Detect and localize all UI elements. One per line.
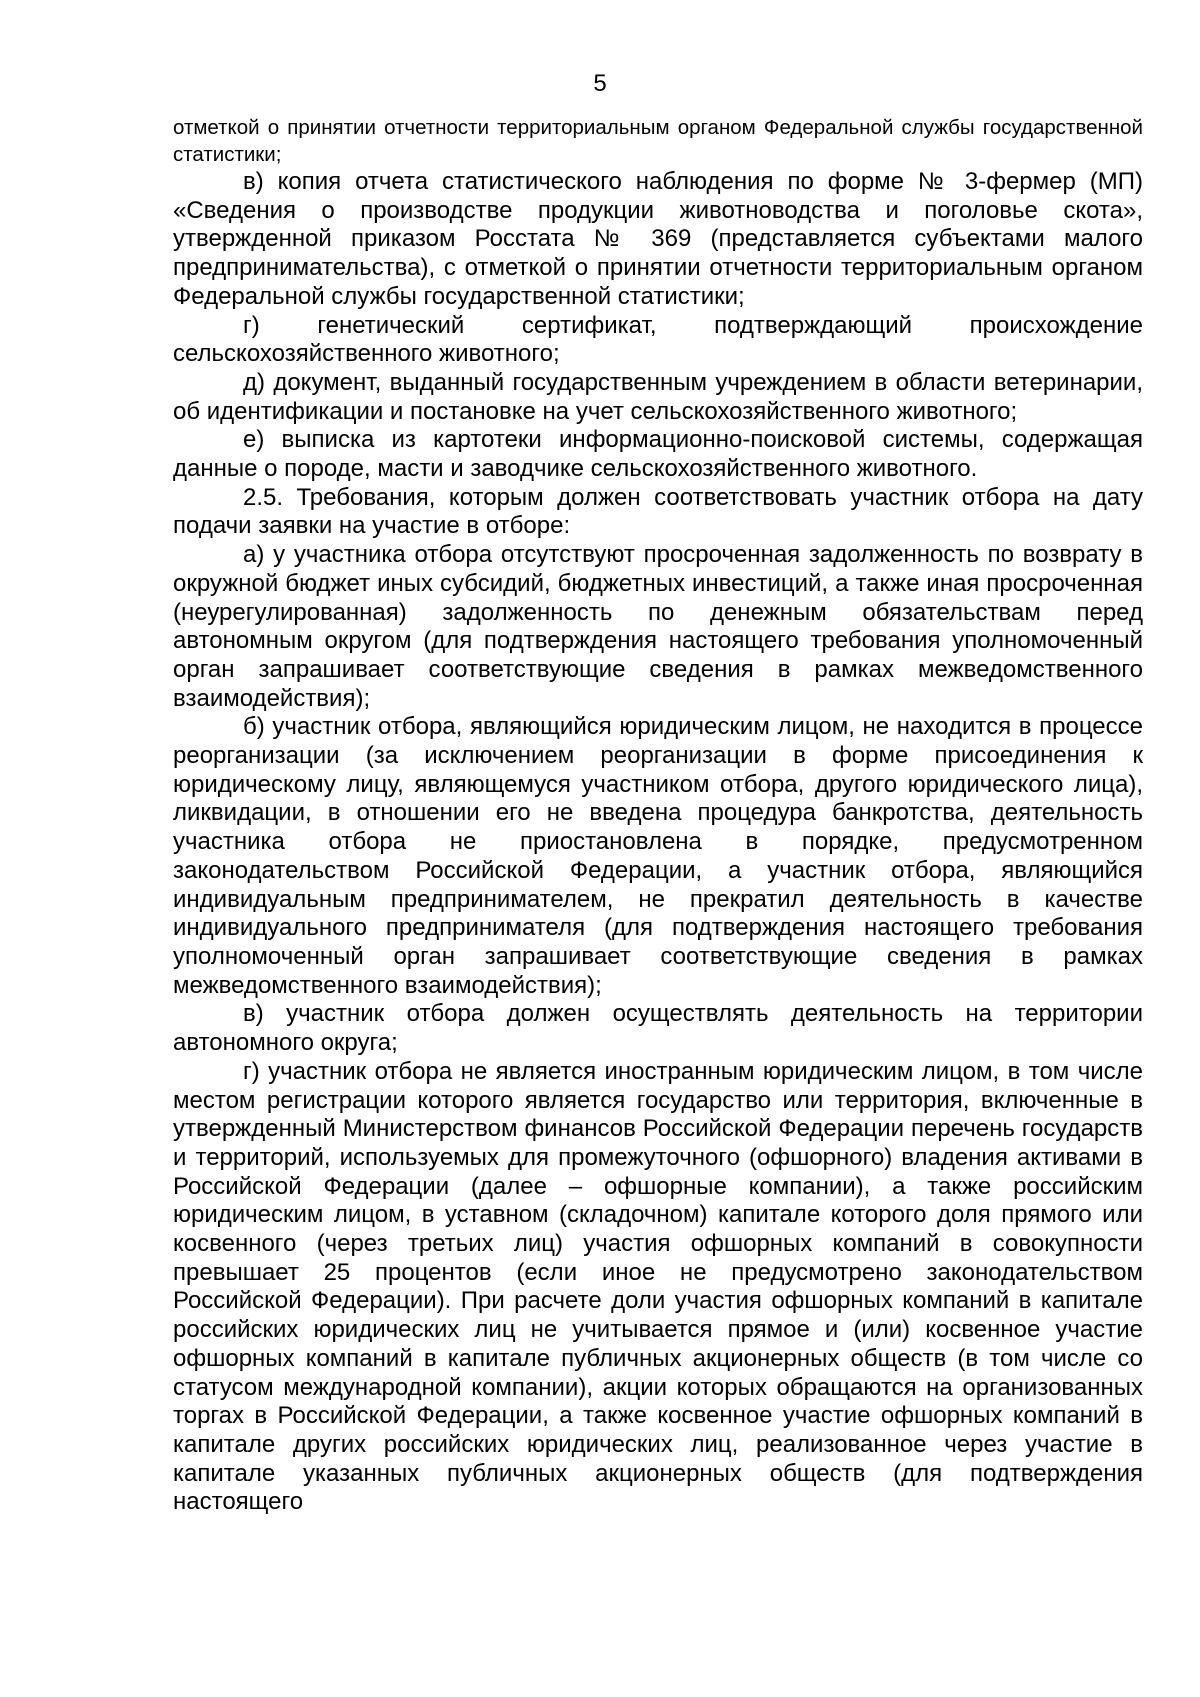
page-number: 5: [593, 70, 607, 97]
paragraph: в) копия отчета статистического наблюдения по форме № 3-фермер (МП) «Сведения о производстве продукции животноводства и поголовье скота», утвержденной приказом Росстата № 369 (представляется субъектами малого предпринимательства), с отметкой о принятии отчетности территориальным органом Федеральной службы государственной статистики;: [173, 168, 1143, 310]
paragraph: 2.5. Требования, которым должен соответствовать участник отбора на дату подачи заявки на участие в отборе:: [173, 483, 1143, 540]
paragraph: а) у участника отбора отсутствуют просроченная задолженность по возврату в окружной бюджет иных субсидий, бюджетных инвестиций, а также иная просроченная (неурегулированная) задолженность по денежным обязательствам перед автономным округом (для подтверждения настоящего требования уполномоченный орган запрашивает соответствующие сведения в рамках межведомственного взаимодействия);: [173, 541, 1143, 712]
paragraph: б) участник отбора, являющийся юридическим лицом, не находится в процессе реорганизации (за исключением реорганизации в форме присоединения к юридическому лицу, являющемуся участником отбора, другого юридического лица), ликвидации, в отношении его не введена процедура банкротства, деятельность участника отбора не приостановлена в порядке, предусмотренном законодательством Российской Федерации, а участник отбора, являющийся индивидуальным предпринимателем, не прекратил деятельность в качестве индивидуального предпринимателя (для подтверждения настоящего требования уполномоченный орган запрашивает соответствующие сведения в рамках межведомственного взаимодействия);: [173, 713, 1143, 999]
paragraph: д) документ, выданный государственным учреждением в области ветеринарии, об идентификации и постановке на учет сельскохозяйственного животного;: [173, 368, 1143, 425]
paragraph: г) участник отбора не является иностранным юридическим лицом, в том числе местом регистрации которого является государство или территория, включенные в утвержденный Министерством финансов Российской Федерации перечень государств и территорий, используемых для промежуточного (офшорного) владения активами в Российской Федерации (далее – офшорные компании), а также российским юридическим лицом, в уставном (складочном) капитале которого доля прямого или косвенного (через третьих лиц) участия офшорных компаний в совокупности превышает 25 процентов (если иное не предусмотрено законодательством Российской Федерации). При расчете доли участия офшорных компаний в капитале российских юридических лиц не учитывается прямое и (или) косвенное участие офшорных компаний в капитале публичных акционерных обществ (в том числе со статусом международной компании), акции которых обращаются на организованных торгах в Российской Федерации, а также косвенное участие офшорных компаний в капитале других российских юридических лиц, реализованное через участие в капитале указанных публичных акционерных обществ (для подтверждения настоящего: [173, 1057, 1143, 1516]
paragraph: в) участник отбора должен осуществлять деятельность на территории автономного округа;: [173, 1000, 1143, 1057]
document-body: [173, 114, 1143, 1517]
paragraph: отметкой о принятии отчетности территориальным органом Федеральной службы государственной статистики;: [173, 116, 1143, 166]
paragraph: г) генетический сертификат, подтверждающий происхождение сельскохозяйственного животного;: [173, 311, 1143, 368]
paragraph: е) выписка из картотеки информационно-поисковой системы, содержащая данные о породе, масти и заводчике сельскохозяйственного животного.: [173, 426, 1143, 483]
